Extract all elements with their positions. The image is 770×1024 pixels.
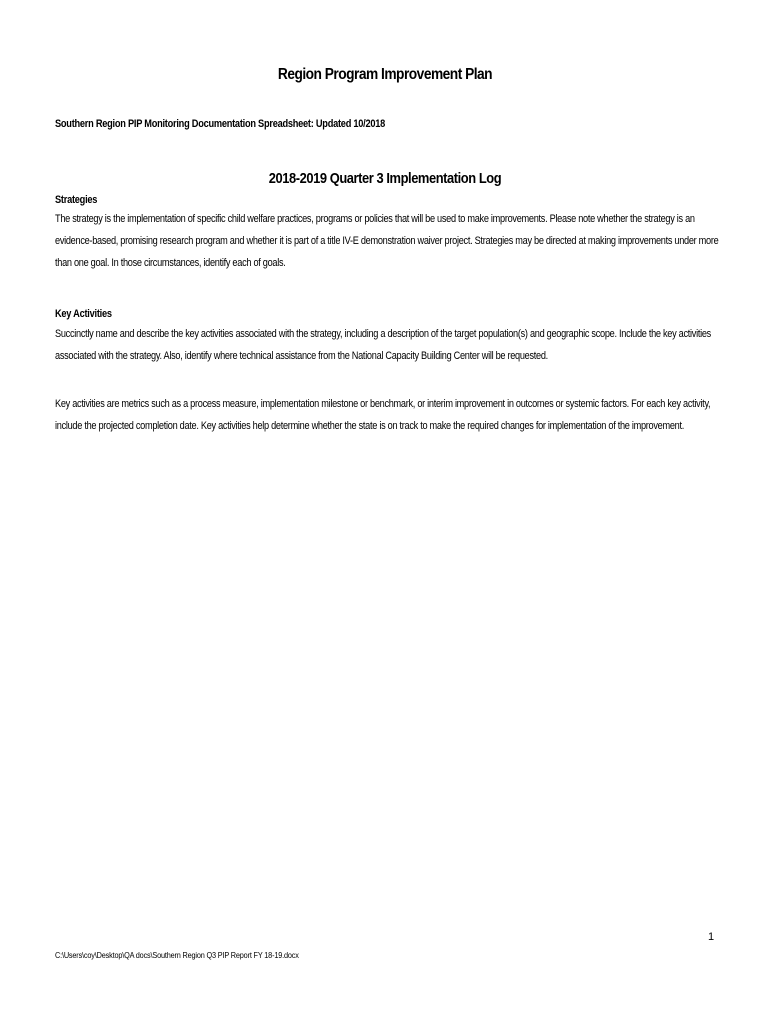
key-activities-heading: Key Activities (55, 308, 112, 320)
strategies-text: The strategy is the implementation of specific child welfare practices, programs or policies that will be used to make improvements. Please note whether the strategy is an evidence-based, promising research program and whether it is part of a title IV-E demonstration waiver project. Strategies may be directed at making improvements under more than one goal. In those circumstances, identify each of goals. (55, 213, 719, 269)
document-subtitle: Southern Region PIP Monitoring Documentation Spreadsheet: Updated 10/2018 (55, 118, 386, 130)
page-number: 1 (708, 931, 715, 943)
key-activities-note: Key activities are metrics such as a process measure, implementation milestone or benchmark, or interim improvement in outcomes or systemic factors. For each key activity, include the projected completion date. Key activities help determine whether the state is on track to make the required changes for implementation of the improvement. (55, 398, 711, 432)
implementation-log-title: 2018-2019 Quarter 3 Implementation Log (268, 170, 502, 187)
footer-file-path: C:\Users\coy\Desktop\QA docs\Southern Region Q3 PIP Report FY 18-19.docx (55, 950, 299, 960)
key-activities-text: Succinctly name and describe the key activities associated with the strategy, including a description of the target population(s) and geographic scope. Include the key activities associated with the strategy. Also, identify where technical assistance from the National Capacity Building Center will be requested. (55, 328, 711, 362)
document-title: Region Program Improvement Plan (277, 66, 493, 83)
strategies-heading: Strategies (55, 194, 98, 206)
